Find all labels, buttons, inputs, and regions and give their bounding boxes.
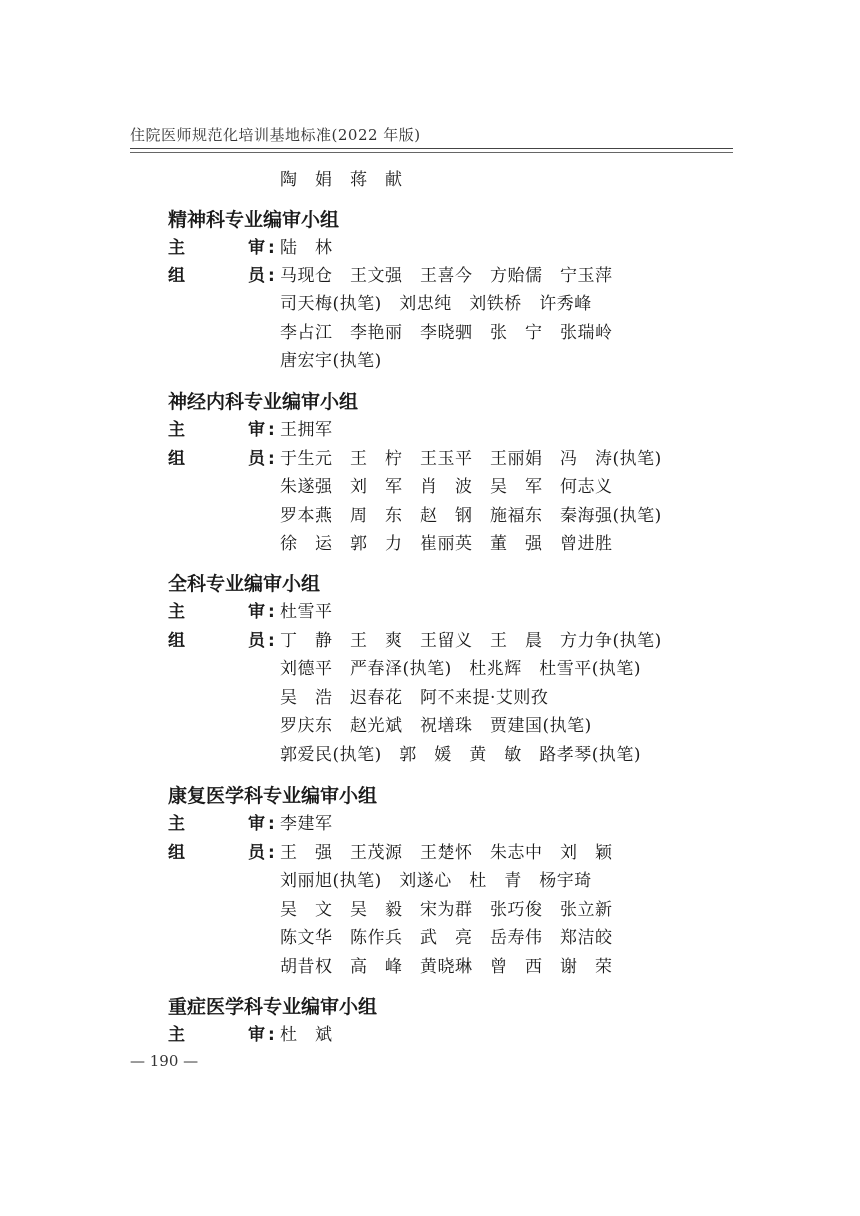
member-line: 马现仓 王文强 王喜今 方贻儒 宁玉萍 (280, 266, 613, 286)
label-colon: : (268, 602, 275, 622)
member-line: 徐 运 郭 力 崔丽英 董 强 曾进胜 (280, 534, 613, 554)
chief-name: 李建军 (280, 814, 333, 834)
member-line: 刘德平 严春泽(执笔) 杜兆辉 杜雪平(执笔) (280, 659, 642, 679)
page-number: — 190 — (130, 1052, 199, 1070)
section-title: 精神科专业编审小组 (168, 209, 340, 231)
label-char: 主 (168, 814, 185, 834)
chief-name: 陆 林 (280, 238, 333, 258)
label-colon: : (268, 843, 275, 863)
label-colon: : (268, 631, 275, 651)
member-line: 司天梅(执笔) 刘忠纯 刘铁桥 许秀峰 (280, 294, 592, 314)
label-char: 组 (168, 266, 185, 286)
member-line: 唐宏宇(执笔) (280, 351, 382, 371)
label-char: 员 (248, 266, 265, 286)
section-title: 全科专业编审小组 (168, 573, 321, 595)
chief-name: 杜雪平 (280, 602, 333, 622)
section-title: 康复医学科专业编审小组 (168, 785, 378, 807)
label-char: 审 (248, 420, 265, 440)
section-title: 重症医学科专业编审小组 (168, 996, 378, 1018)
label-colon: : (268, 238, 275, 258)
label-char: 组 (168, 843, 185, 863)
running-header: 住院医师规范化培训基地标准(2022 年版) (130, 126, 421, 144)
label-char: 审 (248, 602, 265, 622)
label-char: 主 (168, 1025, 185, 1045)
member-line: 罗庆东 赵光斌 祝墡珠 贾建国(执笔) (280, 716, 592, 736)
label-char: 员 (248, 631, 265, 651)
member-line: 丁 静 王 爽 王留义 王 晨 方力争(执笔) (280, 631, 662, 651)
chief-name: 王拥军 (280, 420, 333, 440)
label-char: 审 (248, 1025, 265, 1045)
label-colon: : (268, 266, 275, 286)
label-colon: : (268, 1025, 275, 1045)
member-line: 吴 浩 迟春花 阿不来提·艾则孜 (280, 688, 549, 708)
member-line: 陈文华 陈作兵 武 亮 岳寿伟 郑洁皎 (280, 928, 613, 948)
member-line: 王 强 王茂源 王楚怀 朱志中 刘 颖 (280, 843, 613, 863)
member-line: 吴 文 吴 毅 宋为群 张巧俊 张立新 (280, 900, 613, 920)
member-line: 于生元 王 柠 王玉平 王丽娟 冯 涛(执笔) (280, 449, 662, 469)
label-char: 组 (168, 631, 185, 651)
member-line: 郭爱民(执笔) 郭 媛 黄 敏 路孝琴(执笔) (280, 745, 642, 765)
continued-names: 陶 娟 蒋 献 (280, 170, 403, 190)
header-rule-thin (130, 152, 733, 153)
label-char: 组 (168, 449, 185, 469)
label-colon: : (268, 814, 275, 834)
header-rule-thick (130, 148, 733, 149)
label-char: 员 (248, 843, 265, 863)
chief-name: 杜 斌 (280, 1025, 333, 1045)
label-colon: : (268, 420, 275, 440)
label-colon: : (268, 449, 275, 469)
label-char: 审 (248, 814, 265, 834)
member-line: 刘丽旭(执笔) 刘遂心 杜 青 杨宇琦 (280, 871, 592, 891)
section-title: 神经内科专业编审小组 (168, 391, 359, 413)
member-line: 李占江 李艳丽 李晓驷 张 宁 张瑞岭 (280, 323, 613, 343)
member-line: 朱遂强 刘 军 肖 波 吴 军 何志义 (280, 477, 613, 497)
label-char: 主 (168, 602, 185, 622)
label-char: 审 (248, 238, 265, 258)
label-char: 主 (168, 420, 185, 440)
label-char: 主 (168, 238, 185, 258)
label-char: 员 (248, 449, 265, 469)
member-line: 胡昔权 高 峰 黄晓琳 曾 西 谢 荣 (280, 957, 613, 977)
member-line: 罗本燕 周 东 赵 钢 施福东 秦海强(执笔) (280, 506, 662, 526)
